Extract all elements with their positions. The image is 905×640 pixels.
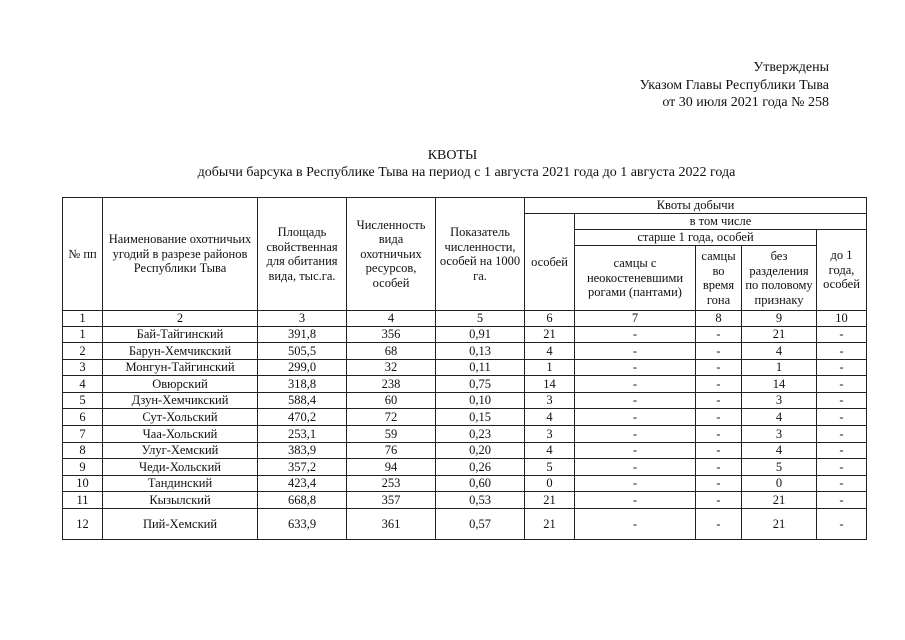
area-value: 318,8 [258,376,347,393]
population-value: 76 [347,442,436,459]
no-sex-value: 21 [742,492,817,509]
density-value: 0,10 [436,392,525,409]
row-number: 7 [63,426,103,443]
table-row [63,442,867,459]
district-name: Кызылский [103,492,258,509]
no-sex-value: 14 [742,376,817,393]
table-row [63,426,867,443]
district-name: Тандинский [103,475,258,492]
header-males-antlers: самцы с неокостеневшими рогами (пантами) [575,246,696,311]
table-row [63,343,867,360]
males-rut-value: - [696,409,742,426]
population-value: 356 [347,326,436,343]
males-rut-value: - [696,376,742,393]
area-value: 253,1 [258,426,347,443]
district-name: Бай-Тайгинский [103,326,258,343]
no-sex-value: 4 [742,409,817,426]
total-quota-value: 0 [525,475,575,492]
header-area: Площадь свойственная для обитания вида, тыс.га. [258,198,347,311]
approval-line-1: Утверждены [753,60,829,75]
under-one-value: - [817,359,867,376]
area-value: 588,4 [258,392,347,409]
total-quota-value: 4 [525,442,575,459]
under-one-value: - [817,459,867,476]
density-value: 0,13 [436,343,525,360]
document-title: КВОТЫ [427,148,478,163]
population-value: 361 [347,509,436,540]
males-antlers-value: - [575,409,696,426]
column-number: 10 [817,311,867,327]
total-quota-value: 3 [525,426,575,443]
males-rut-value: - [696,492,742,509]
table-row [63,475,867,492]
table-row [63,459,867,476]
density-value: 0,53 [436,492,525,509]
males-antlers-value: - [575,392,696,409]
under-one-value: - [817,475,867,492]
row-number: 6 [63,409,103,426]
district-name: Чеди-Хольский [103,459,258,476]
table-row [63,326,867,343]
males-rut-value: - [696,343,742,360]
district-name: Дзун-Хемчикский [103,392,258,409]
area-value: 423,4 [258,475,347,492]
under-one-value: - [817,326,867,343]
males-antlers-value: - [575,509,696,540]
males-antlers-value: - [575,426,696,443]
males-rut-value: - [696,509,742,540]
males-rut-value: - [696,475,742,492]
table-row [63,376,867,393]
table-row [63,392,867,409]
row-number: 11 [63,492,103,509]
total-quota-value: 4 [525,343,575,360]
population-value: 94 [347,459,436,476]
area-value: 391,8 [258,326,347,343]
table-row [63,492,867,509]
table-row [63,359,867,376]
population-value: 68 [347,343,436,360]
table-row [63,409,867,426]
no-sex-value: 4 [742,442,817,459]
males-antlers-value: - [575,343,696,360]
header-including: в том числе [575,214,867,230]
males-rut-value: - [696,442,742,459]
males-antlers-value: - [575,442,696,459]
district-name: Улуг-Хемский [103,442,258,459]
approval-block [640,59,829,112]
total-quota-value: 5 [525,459,575,476]
header-no-sex: без разделения по половому признаку [742,246,817,311]
population-value: 253 [347,475,436,492]
under-one-value: - [817,509,867,540]
total-quota-value: 14 [525,376,575,393]
district-name: Чаа-Хольский [103,426,258,443]
population-value: 60 [347,392,436,409]
density-value: 0,91 [436,326,525,343]
total-quota-value: 1 [525,359,575,376]
population-value: 72 [347,409,436,426]
quota-table-body [63,326,867,540]
row-number: 2 [63,343,103,360]
total-quota-value: 4 [525,409,575,426]
column-number-row [63,311,867,327]
density-value: 0,20 [436,442,525,459]
header-num: № пп [63,198,103,311]
row-number: 8 [63,442,103,459]
total-quota-value: 21 [525,492,575,509]
density-value: 0,26 [436,459,525,476]
males-antlers-value: - [575,475,696,492]
row-number: 10 [63,475,103,492]
males-antlers-value: - [575,376,696,393]
header-males-rut: самцы во время гона [696,246,742,311]
area-value: 470,2 [258,409,347,426]
row-number: 3 [63,359,103,376]
males-antlers-value: - [575,459,696,476]
area-value: 357,2 [258,459,347,476]
population-value: 238 [347,376,436,393]
approval-line-2: Указом Главы Республики Тыва [639,77,829,93]
header-population: Численность вида охотничьих ресурсов, особей [347,198,436,311]
males-rut-value: - [696,359,742,376]
header-quota: Квоты добычи [525,198,867,214]
under-one-value: - [817,426,867,443]
total-quota-value: 21 [525,509,575,540]
males-rut-value: - [696,392,742,409]
under-one-value: - [817,343,867,360]
header-older: старше 1 года, особей [575,230,817,246]
row-number: 5 [63,392,103,409]
row-number: 1 [63,326,103,343]
males-antlers-value: - [575,326,696,343]
district-name: Пий-Хемский [103,509,258,540]
males-rut-value: - [696,459,742,476]
quota-table [62,197,867,540]
density-value: 0,75 [436,376,525,393]
no-sex-value: 21 [742,509,817,540]
males-antlers-value: - [575,359,696,376]
density-value: 0,23 [436,426,525,443]
males-rut-value: - [696,326,742,343]
area-value: 668,8 [258,492,347,509]
column-number: 2 [103,311,258,327]
population-value: 32 [347,359,436,376]
column-number: 6 [525,311,575,327]
area-value: 299,0 [258,359,347,376]
header-density: Показатель численности, особей на 1000 га. [436,198,525,311]
column-number: 1 [63,311,103,327]
column-number: 9 [742,311,817,327]
population-value: 59 [347,426,436,443]
district-name: Сут-Хольский [103,409,258,426]
under-one-value: - [817,442,867,459]
district-name: Барун-Хемчикский [103,343,258,360]
row-number: 9 [63,459,103,476]
document-subtitle: добычи барсука в Республике Тыва на период с 1 августа 2021 года до 1 августа 2022 года [197,165,736,180]
header-total: особей [525,214,575,311]
column-number: 3 [258,311,347,327]
approval-line-3: от 30 июля 2021 года № 258 [662,95,829,110]
under-one-value: - [817,392,867,409]
header-name: Наименование охотничьих угодий в разрезе районов Республики Тыва [103,198,258,311]
no-sex-value: 21 [742,326,817,343]
population-value: 357 [347,492,436,509]
no-sex-value: 3 [742,426,817,443]
density-value: 0,11 [436,359,525,376]
column-number: 8 [696,311,742,327]
no-sex-value: 5 [742,459,817,476]
density-value: 0,57 [436,509,525,540]
header-under-one: до 1 года, особей [817,230,867,311]
under-one-value: - [817,409,867,426]
density-value: 0,15 [436,409,525,426]
column-number: 7 [575,311,696,327]
density-value: 0,60 [436,475,525,492]
row-number: 4 [63,376,103,393]
district-name: Овюрский [103,376,258,393]
under-one-value: - [817,492,867,509]
males-rut-value: - [696,426,742,443]
no-sex-value: 3 [742,392,817,409]
column-number: 5 [436,311,525,327]
total-quota-value: 3 [525,392,575,409]
no-sex-value: 1 [742,359,817,376]
no-sex-value: 4 [742,343,817,360]
no-sex-value: 0 [742,475,817,492]
table-row [63,509,867,540]
row-number: 12 [63,509,103,540]
under-one-value: - [817,376,867,393]
total-quota-value: 21 [525,326,575,343]
area-value: 633,9 [258,509,347,540]
area-value: 383,9 [258,442,347,459]
males-antlers-value: - [575,492,696,509]
column-number: 4 [347,311,436,327]
area-value: 505,5 [258,343,347,360]
district-name: Монгун-Тайгинский [103,359,258,376]
